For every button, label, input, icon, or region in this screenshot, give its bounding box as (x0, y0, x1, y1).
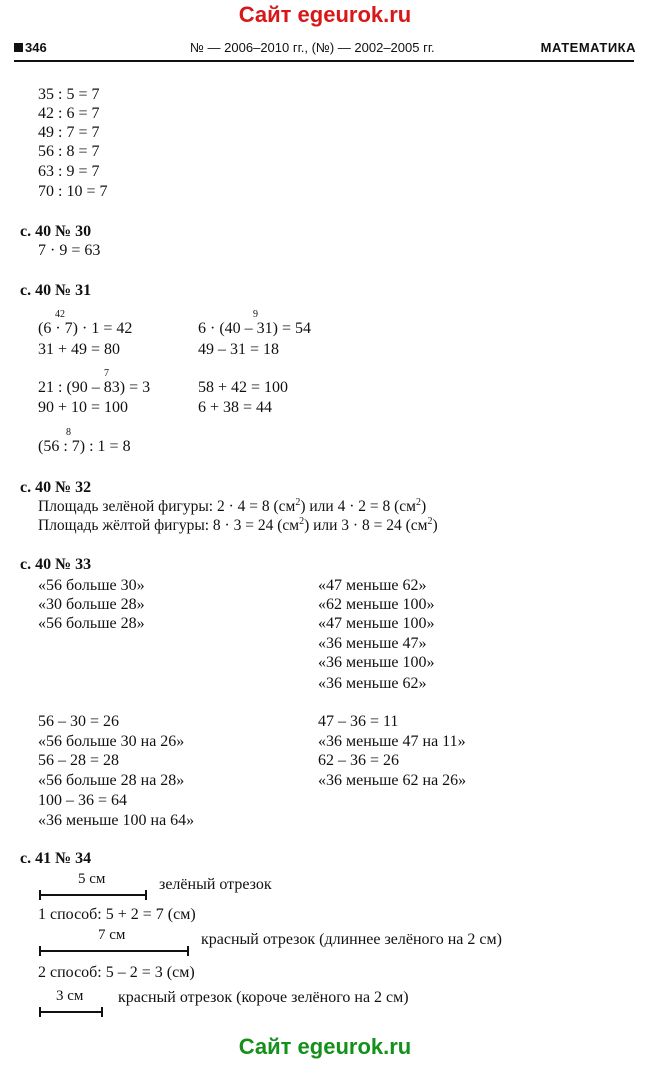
s31-expression: 58 + 42 = 100 (198, 379, 289, 396)
page-number (14, 40, 47, 55)
s33-right-statement: «62 меньше 100» (318, 596, 435, 613)
s31-superscript: 7 (104, 368, 109, 379)
red-segment-longer (40, 950, 188, 952)
section-title-31: с. 40 № 31 (20, 282, 92, 299)
s31-expression: 6 · (40 – 31) = 54 (198, 320, 312, 337)
s31-expression: 6 + 38 = 44 (198, 399, 273, 416)
s32-yellow-area: Площадь жёлтой фигуры: 8 · 3 = 24 $(см^2)$ или 3 · 8 = 24 $(см^2)$ (38, 515, 438, 534)
s33-left-statement: «56 больше 30» (38, 577, 145, 594)
intro-line: 35 : 5 = 7 (38, 86, 100, 103)
way2-line: 2 способ: 5 – 2 = 3 (см) (38, 964, 195, 981)
s31-superscript: 42 (55, 309, 65, 320)
site-watermark-top: Сайт egeurok.ru (238, 2, 412, 27)
s33-left-line: «56 больше 28 на 28» (38, 772, 185, 789)
intro-line: 42 : 6 = 7 (38, 105, 100, 122)
section-title-32: с. 40 № 32 (20, 479, 92, 496)
section-title-34: с. 41 № 34 (20, 850, 92, 867)
section-title-30: с. 40 № 30 (20, 223, 92, 240)
s33-right-statement: «36 меньше 100» (318, 654, 435, 671)
s33-left-statement: «30 больше 28» (38, 596, 145, 613)
seg3-length: 3 см (56, 988, 84, 1004)
s33-left-line: 56 – 30 = 26 (38, 713, 120, 730)
s33-right-statement: «36 меньше 62» (318, 675, 427, 692)
s31-expression: 21 : (90 – 83) = 3 (38, 379, 151, 396)
s32-green-area: Площадь зелёной фигуры: 2 · 4 = 8 $(см^2)$ или 4 · 2 = 8 $(см^2)$ (38, 496, 427, 515)
s33-right-statement: «47 меньше 100» (318, 615, 435, 632)
seg2-length: 7 см (98, 927, 126, 943)
s31-expression: 31 + 49 = 80 (38, 341, 121, 358)
s33-right-statement: «36 меньше 47» (318, 635, 427, 652)
s33-right-line: 47 – 36 = 11 (318, 713, 399, 730)
page-number-text: 346 (25, 40, 47, 55)
seg1-length: 5 см (78, 871, 106, 887)
s33-left-line: 56 – 28 = 28 (38, 752, 120, 769)
s31-expression: 49 – 31 = 18 (198, 341, 280, 358)
s31-superscript: 9 (253, 309, 258, 320)
seg3-label: красный отрезок (короче зелёного на 2 см) (118, 989, 409, 1006)
s30-line: 7 · 9 = 63 (38, 242, 101, 259)
s33-left-line: 100 – 36 = 64 (38, 792, 128, 809)
s33-right-line: «36 меньше 62 на 26» (318, 772, 467, 789)
green-segment (40, 894, 146, 896)
header-subject: МАТЕМАТИКА (540, 40, 636, 55)
header-legend: № — 2006–2010 гг., (№) — 2002–2005 гг. (190, 40, 435, 55)
s31-expression: (56 : 7) : 1 = 8 (38, 438, 131, 455)
intro-line: 49 : 7 = 7 (38, 124, 100, 141)
seg1-label: зелёный отрезок (159, 876, 272, 893)
s33-right-line: «36 меньше 47 на 11» (318, 733, 466, 750)
intro-line: 70 : 10 = 7 (38, 183, 108, 200)
s33-right-line: 62 – 36 = 26 (318, 752, 400, 769)
intro-line: 63 : 9 = 7 (38, 163, 100, 180)
s33-right-statement: «47 меньше 62» (318, 577, 427, 594)
site-watermark-bottom: Сайт egeurok.ru (238, 1034, 412, 1059)
s33-left-statement: «56 больше 28» (38, 615, 145, 632)
square-bullet-icon (14, 43, 23, 52)
header-rule (14, 60, 634, 62)
seg2-label: красный отрезок (длиннее зелёного на 2 см) (201, 931, 502, 948)
s31-expression: (6 · 7) · 1 = 42 (38, 320, 133, 337)
red-segment-shorter (40, 1011, 102, 1013)
way1-line: 1 способ: 5 + 2 = 7 (см) (38, 906, 196, 923)
section-title-33: с. 40 № 33 (20, 556, 92, 573)
s33-left-line: «56 больше 30 на 26» (38, 733, 185, 750)
intro-line: 56 : 8 = 7 (38, 143, 100, 160)
s31-superscript: 8 (66, 427, 71, 438)
s31-expression: 90 + 10 = 100 (38, 399, 129, 416)
s33-left-line: «36 меньше 100 на 64» (38, 812, 195, 829)
